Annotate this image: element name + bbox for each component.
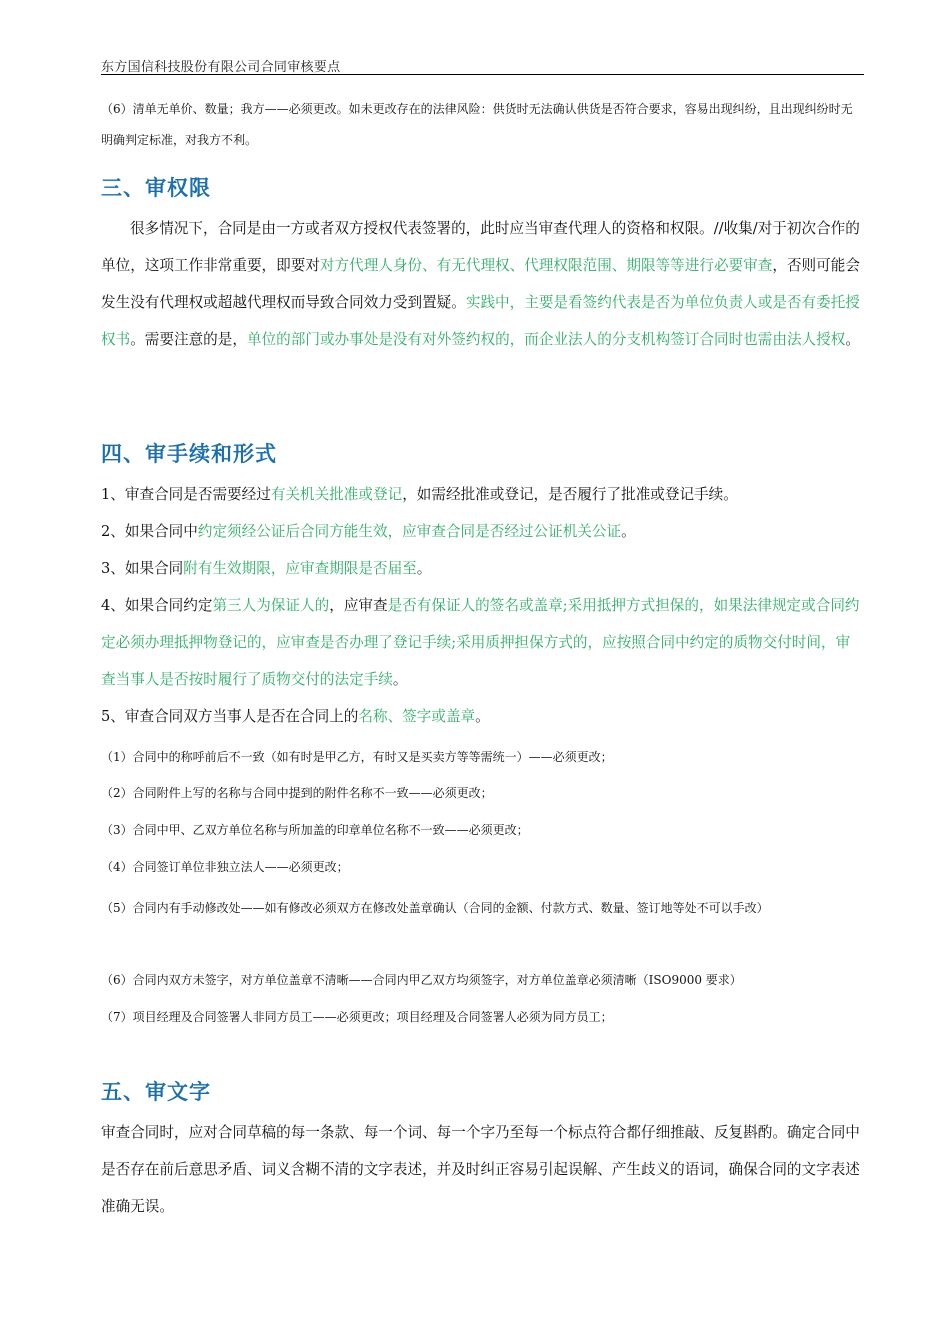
item-2-text: 2、如果合同中 <box>101 523 198 540</box>
item-3-highlight: 附有生效期限，应审查期限是否届至 <box>183 560 417 577</box>
sub-item-1: （1）合同中的称呼前后不一致（如有时是甲乙方，有时又是买卖方等等需统一）——必须更改； <box>101 750 613 764</box>
page-header: 东方国信科技股份有限公司合同审核要点 <box>101 56 864 75</box>
item-2-tail: 。 <box>621 523 636 540</box>
item-5-highlight: 名称、签字或盖章 <box>358 708 476 725</box>
section-3-text-3: 。需要注意的是， <box>130 331 247 348</box>
section-5-paragraph: 审查合同时，应对合同草稿的每一条款、每一个词、每一个字乃至每一个标点符合都仔细推敲、反复斟酌。确定合同中是否存在前后意思矛盾、词义含糊不清的文字表述，并及时纠正容易引起误解、产生歧义的语词，确保合同的文字表述准确无误。 <box>101 1124 860 1215</box>
item-4-text-2: ，应审查 <box>329 597 388 614</box>
item-4-text: 4、如果合同约定 <box>101 597 213 614</box>
section-3-text-4: 。 <box>845 331 860 348</box>
item-3-text: 3、如果合同 <box>101 560 184 577</box>
section-4-item-5 <box>101 698 864 735</box>
item-3-tail: 。 <box>416 560 432 577</box>
sub-item-7: （7）项目经理及合同签署人非同方员工——必须更改；项目经理及合同签署人必须为同方员工； <box>101 1010 613 1024</box>
item-2-highlight: 约定须经公证后合同方能生效，应审查合同是否经过公证机关公证 <box>197 523 622 540</box>
section-3-heading: 三、审权限 <box>101 176 211 200</box>
section-3-text-1: 很多情况下，合同是由一方或者双方授权代表签署的，此时应当审查代理人的资格和权限。//收集/对于初次合作的单位，这项工作非常重要，即要对 <box>101 220 860 274</box>
sub-item-5: （5）合同内有手动修改处——如有修改必须双方在修改处盖章确认（合同的金额、付款方式、数量、签订地等处不可以手改） <box>101 901 769 915</box>
section-3-highlight-2: 实践中，主要是看签约代表是否为单位负责人或是否有委托授权书 <box>101 294 860 348</box>
item-5-text: 5、审查合同双方当事人是否在合同上的 <box>101 708 359 725</box>
section-4-item-2 <box>101 513 864 550</box>
section-4-heading: 四、审手续和形式 <box>101 442 277 466</box>
item-4-highlight-1: 第三人为保证人的 <box>212 597 330 614</box>
section-3-paragraph <box>101 210 864 358</box>
sub-item-2: （2）合同附件上写的名称与合同中提到的附件名称不一致——必须更改； <box>101 786 493 800</box>
sub-item-6: （6）合同内双方未签字，对方单位盖章不清晰——合同内甲乙双方均须签字，对方单位盖章必须清晰（ISO9000 要求） <box>101 973 742 987</box>
section-3-highlight-1: 对方代理人身份、有无代理权、代理权限范围、期限等等进行必要审查 <box>319 257 773 274</box>
sub-item-3: （3）合同中甲、乙双方单位名称与所加盖的印章单位名称不一致——必须更改； <box>101 823 529 837</box>
item-1-highlight: 有关机关批准或登记 <box>270 486 403 503</box>
section-3-text-2: ，否则可能会发生没有代理权或超越代理权而导致合同效力受到置疑。 <box>101 257 860 311</box>
section-5-heading: 五、审文字 <box>101 1080 211 1104</box>
item-1-text: 1、审查合同是否需要经过 <box>101 486 271 503</box>
section-4-item-4 <box>101 587 864 698</box>
item-1-tail: ，如需经批准或登记，是否履行了批准或登记手续。 <box>402 486 738 503</box>
top-item-6: （6）清单无单价、数量；我方——必须更改。如未更改存在的法律风险：供货时无法确认供货是否符合要求，容易出现纠纷，且出现纠纷时无明确判定标准，对我方不利。 <box>101 102 853 147</box>
section-4-item-1 <box>101 476 864 513</box>
item-5-tail: 。 <box>475 708 490 725</box>
item-4-tail: 。 <box>392 671 408 688</box>
item-4-highlight-2: 是否有保证人的签名或盖章;采用抵押方式担保的，如果法律规定或合同约定必须办理抵押物登记的，应审查是否办理了登记手续;采用质押担保方式的，应按照合同中约定的质物交付时间，审查当事人是否按时履行了质物交付的法定手续 <box>101 597 860 688</box>
sub-item-4: （4）合同签订单位非独立法人——必须更改； <box>101 860 349 874</box>
section-3-highlight-3: 单位的部门或办事处是没有对外签约权的，而企业法人的分支机构签订合同时也需由法人授权 <box>246 331 846 348</box>
section-4-item-3 <box>101 550 864 587</box>
